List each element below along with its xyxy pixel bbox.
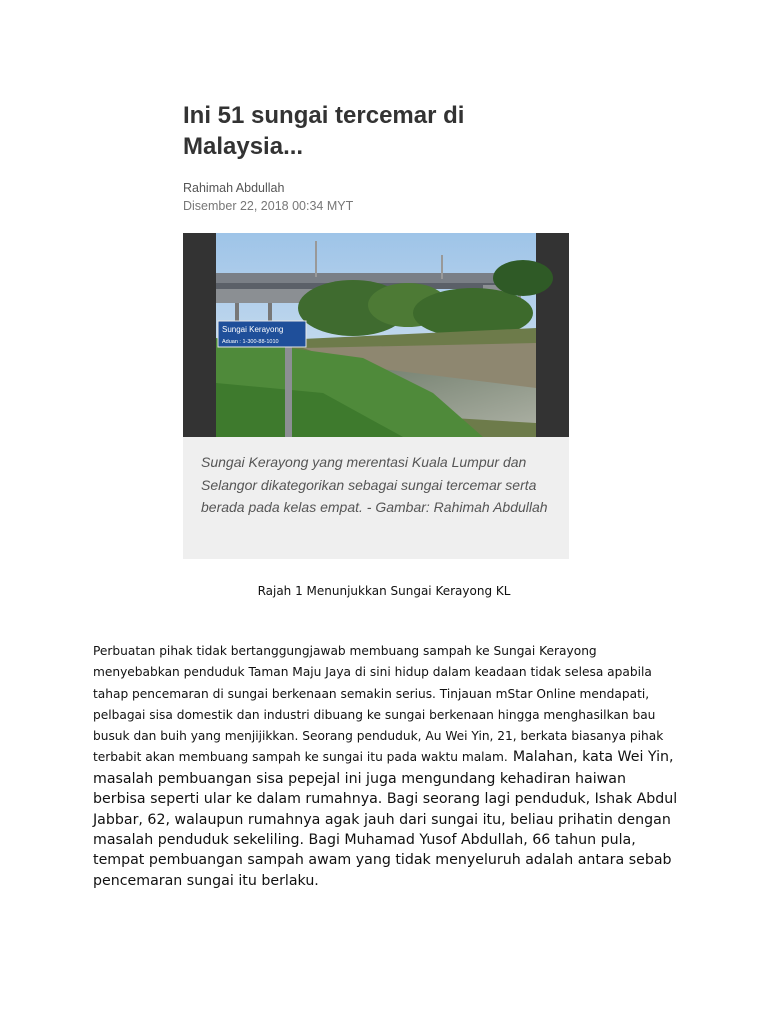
author-name: Rahimah Abdullah — [183, 181, 285, 195]
sign-contact-text: Aduan : 1-300-88-1010 — [222, 339, 279, 345]
sign-name-text: Sungai Kerayong — [222, 325, 284, 334]
article-photo — [183, 233, 569, 437]
photo-caption: Sungai Kerayong yang merentasi Kuala Lumpur dan Selangor dikategorikan sebagai sungai tercemar serta berada pada kelas empat. - Gambar: Rahimah Abdullah — [201, 454, 548, 515]
photo-caption-box — [183, 437, 569, 559]
figure-label: Rajah 1 Menunjukkan Sungai Kerayong KL — [257, 584, 511, 598]
river-photo-illustration — [183, 233, 569, 437]
body-paragraph — [93, 640, 683, 890]
body-text-part1: Perbuatan pihak tidak bertanggungjawab membuang sampah ke Sungai Kerayong menyebabkan penduduk Taman Maju Jaya di sini hidup dalam keadaan tidak selesa apabila tahap pencemaran di sungai berkenaan semakin serius. Tinjauan mStar Online mendapati, pelbagai sisa domestik dan industri dibuang ke sungai berkenaan hingga menghasilkan bau busuk dan buih yang menjijikkan. Seorang penduduk, Au Wei Yin, 21, berkata biasanya pihak terbabit akan membuang sampah ke sungai itu pada waktu malam. — [93, 644, 664, 765]
article-header — [183, 100, 569, 162]
body-text-part2: Malahan, kata Wei Yin, masalah pembuangan sisa pepejal ini juga mengundang kehadiran haiwan berbisa seperti ular ke dalam rumahnya. Bagi seorang lagi penduduk, Ishak Abdul Jabbar, 62, walaupun rumahnya agak jauh dari sungai itu, beliau prihatin dengan masalah penduduk sekeliling. Bagi Muhamad Yusof Abdullah, 66 tahun pula, tempat pembuangan sampah awam yang tidak menyeluruh adalah antara sebab pencemaran sungai itu berlaku. — [93, 749, 678, 889]
page-title: Ini 51 sungai tercemar di Malaysia... — [183, 102, 465, 160]
publish-date: Disember 22, 2018 00:34 MYT — [183, 199, 354, 213]
